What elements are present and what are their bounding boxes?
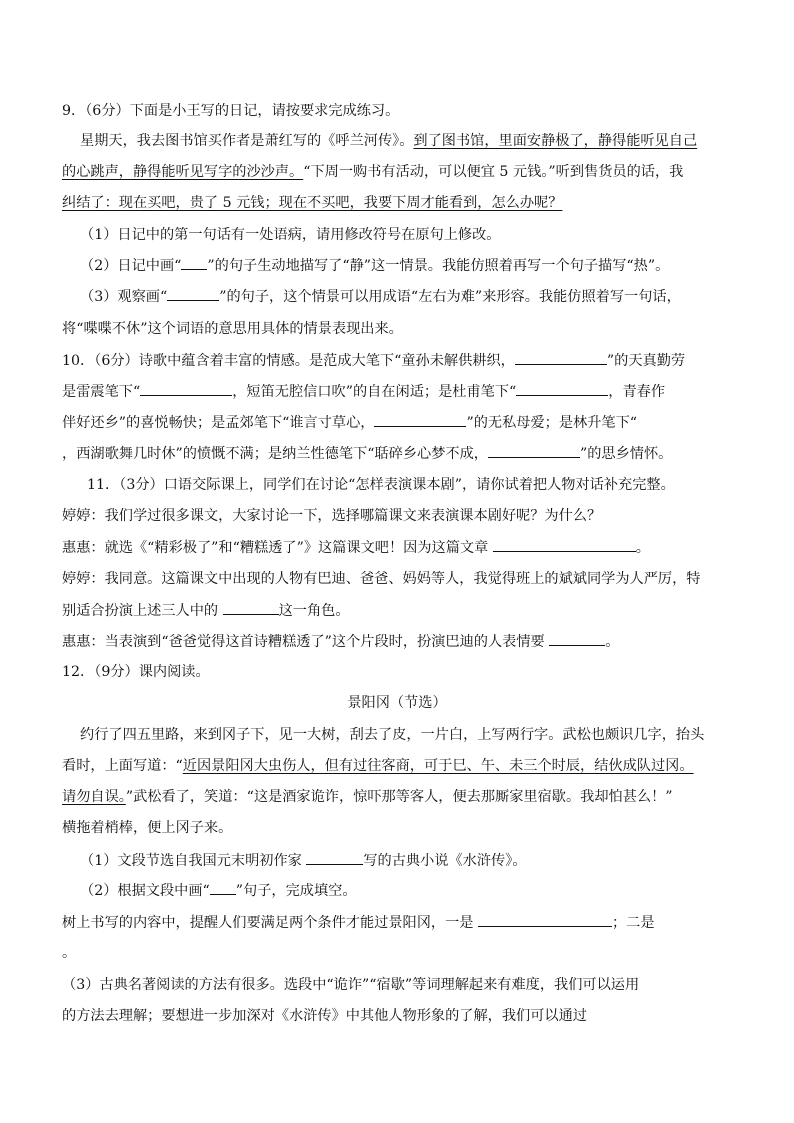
q12-blank-author[interactable] [306, 850, 363, 865]
line-mark [181, 257, 207, 270]
q12-underlined-notice: 近因景阳冈大虫伤人，但有过往客商，可于巳、午、未三个时辰，结伙成队过冈。 [182, 758, 694, 774]
q10-blank-3[interactable] [516, 381, 608, 396]
q12-passage-title: 景阳冈（节选） [347, 695, 447, 711]
q11-dialog-5: 惠惠：当表演到“爸爸觉得这首诗糟糕透了”这个片段时，扮演巴迪的人表情要 。 [62, 631, 619, 652]
q10-blank-1[interactable] [515, 350, 607, 365]
q12-sub-1: （1）文段节选自我国元末明初作家 写的古典小说《水浒传》。 [80, 850, 527, 871]
q11-blank-expression[interactable] [549, 631, 605, 646]
q9-diary-text: 星期天，我去图书馆买作者是萧红写的《呼兰河传》。 [80, 133, 414, 149]
q10-line-1: 10．（6分）诗歌中蕴含着丰富的情感。是范成大笔下“童孙未解供耕织， ”的天真勤劳 [62, 350, 685, 371]
q9-sub-2: （2）日记中画“ ”的句子生动地描写了“静”这一情景。我能仿照着再写一个句子描写“热”。 [80, 258, 670, 274]
q9-diary-line-2 [62, 162, 683, 182]
q12-passage-line-2: 看时，上面写道：“近因景阳冈大虫伤人，但有过往客商，可于巳、午、未三个时辰，结伙成队过冈。 [62, 758, 694, 774]
q12-sub-3-cont: 的方法去理解；要想进一步加深对《水浒传》中其他人物形象的了解，我们可以通过 [62, 1008, 587, 1024]
q12-sub-3: （3）古典名著阅读的方法有很多。选段中“诡诈”“宿歇”等词理解起来有难度，我们可以运用 [62, 977, 640, 993]
q11-stem: 11．（3分）口语交际课上，同学们在讨论“怎样表演课本剧”，请你试着把人物对话补充完整。 [87, 477, 675, 493]
q12-passage-line-1: 约行了四五里路，来到冈子下，见一大树，刮去了皮，一片白，上写两行字。武松也颇识几字，抬头 [80, 727, 705, 743]
q12-blank-condition-1[interactable] [478, 912, 612, 927]
q9-sub-3: （3）观察画“ ”的句子，这个情景可以用成语“左右为难”来形容。我能仿照着写一句话， [80, 289, 681, 305]
q10-line-3: 伴好还乡”的喜悦畅快；是孟郊笔下“谁言寸草心， ”的无私母爱；是林升笔下“ [62, 412, 637, 433]
q12-underlined-notice: 请勿自误。 [62, 789, 126, 805]
q12-sub-2-fill-end: 。 [62, 945, 77, 961]
q9-underlined-sentence-jing: 到了图书馆，里面安静极了，静得能听见自己 [413, 133, 698, 149]
q9-underlined-sentence-nanwei: 纠结了：现在买吧，贵了 5 元钱；现在不买吧，我要下周才能看到，怎么办呢？ [62, 195, 563, 211]
q11-blank-role[interactable] [223, 600, 279, 615]
q10-line-2: 是雷震笔下“ ，短笛无腔信口吹”的自在闲适；是杜甫笔下“ ，青春作 [62, 381, 665, 402]
q9-stem: 9．（6分）下面是小王写的日记，请按要求完成练习。 [62, 103, 400, 119]
q9-diary-line-1 [80, 131, 697, 151]
q9-underlined-sentence-jing: 的心跳声，静得能听见写字的沙沙声。 [62, 164, 304, 180]
q11-dialog-3: 婷婷：我同意。这篇课文中出现的人物有巴迪、爸爸、妈妈等人，我觉得班上的斌斌同学为人严厉，特 [62, 571, 701, 587]
q12-passage-line-3: 请勿自误。”武松看了，笑道：“这是酒家诡诈，惊吓那等客人，便去那厮家里宿歇。我却怕甚么！” [62, 789, 673, 805]
q12-sub-2: （2）根据文段中画“ ”句子，完成填空。 [80, 883, 357, 899]
q11-dialog-2: 惠惠：就选《“精彩极了”和“糟糕透了”》这篇课文吧！因为这篇文章 。 [62, 537, 650, 558]
q11-dialog-1: 婷婷：我们学过很多课文，大家讨论一下，选择哪篇课文来表演课本剧好呢？为什么？ [62, 508, 602, 524]
q11-blank-reason[interactable] [493, 537, 636, 552]
wavy-line-mark [167, 288, 219, 301]
q9-sub-3-cont: 将“喋喋不休”这个词语的意思用具体的情景表现出来。 [62, 321, 403, 337]
q9-diary-text: “下周一购书有活动，可以便宜 5 元钱。”听到售货员的话，我 [303, 164, 684, 180]
q12-sub-2-fill: 树上书写的内容中，提醒人们要满足两个条件才能过景阳冈，一是 ；二是 [62, 912, 655, 933]
q10-line-4: ，西湖歌舞几时休”的愤慨不满；是纳兰性德笔下“聒碎乡心梦不成， ”的思乡情怀。 [62, 443, 672, 464]
line-mark [210, 882, 236, 895]
q12-stem: 12．（9分）课内阅读。 [62, 664, 210, 680]
q12-passage-line-4: 横拖着梢棒，便上冈子来。 [62, 820, 233, 836]
q10-blank-2[interactable] [140, 381, 232, 396]
q10-blank-4[interactable] [374, 412, 466, 427]
q10-blank-5[interactable] [488, 443, 580, 458]
q11-dialog-4: 别适合扮演上述三人中的 这一角色。 [62, 600, 350, 621]
q9-sub-1: （1）日记中的第一句话有一处语病，请用修改符号在原句上修改。 [80, 227, 501, 243]
